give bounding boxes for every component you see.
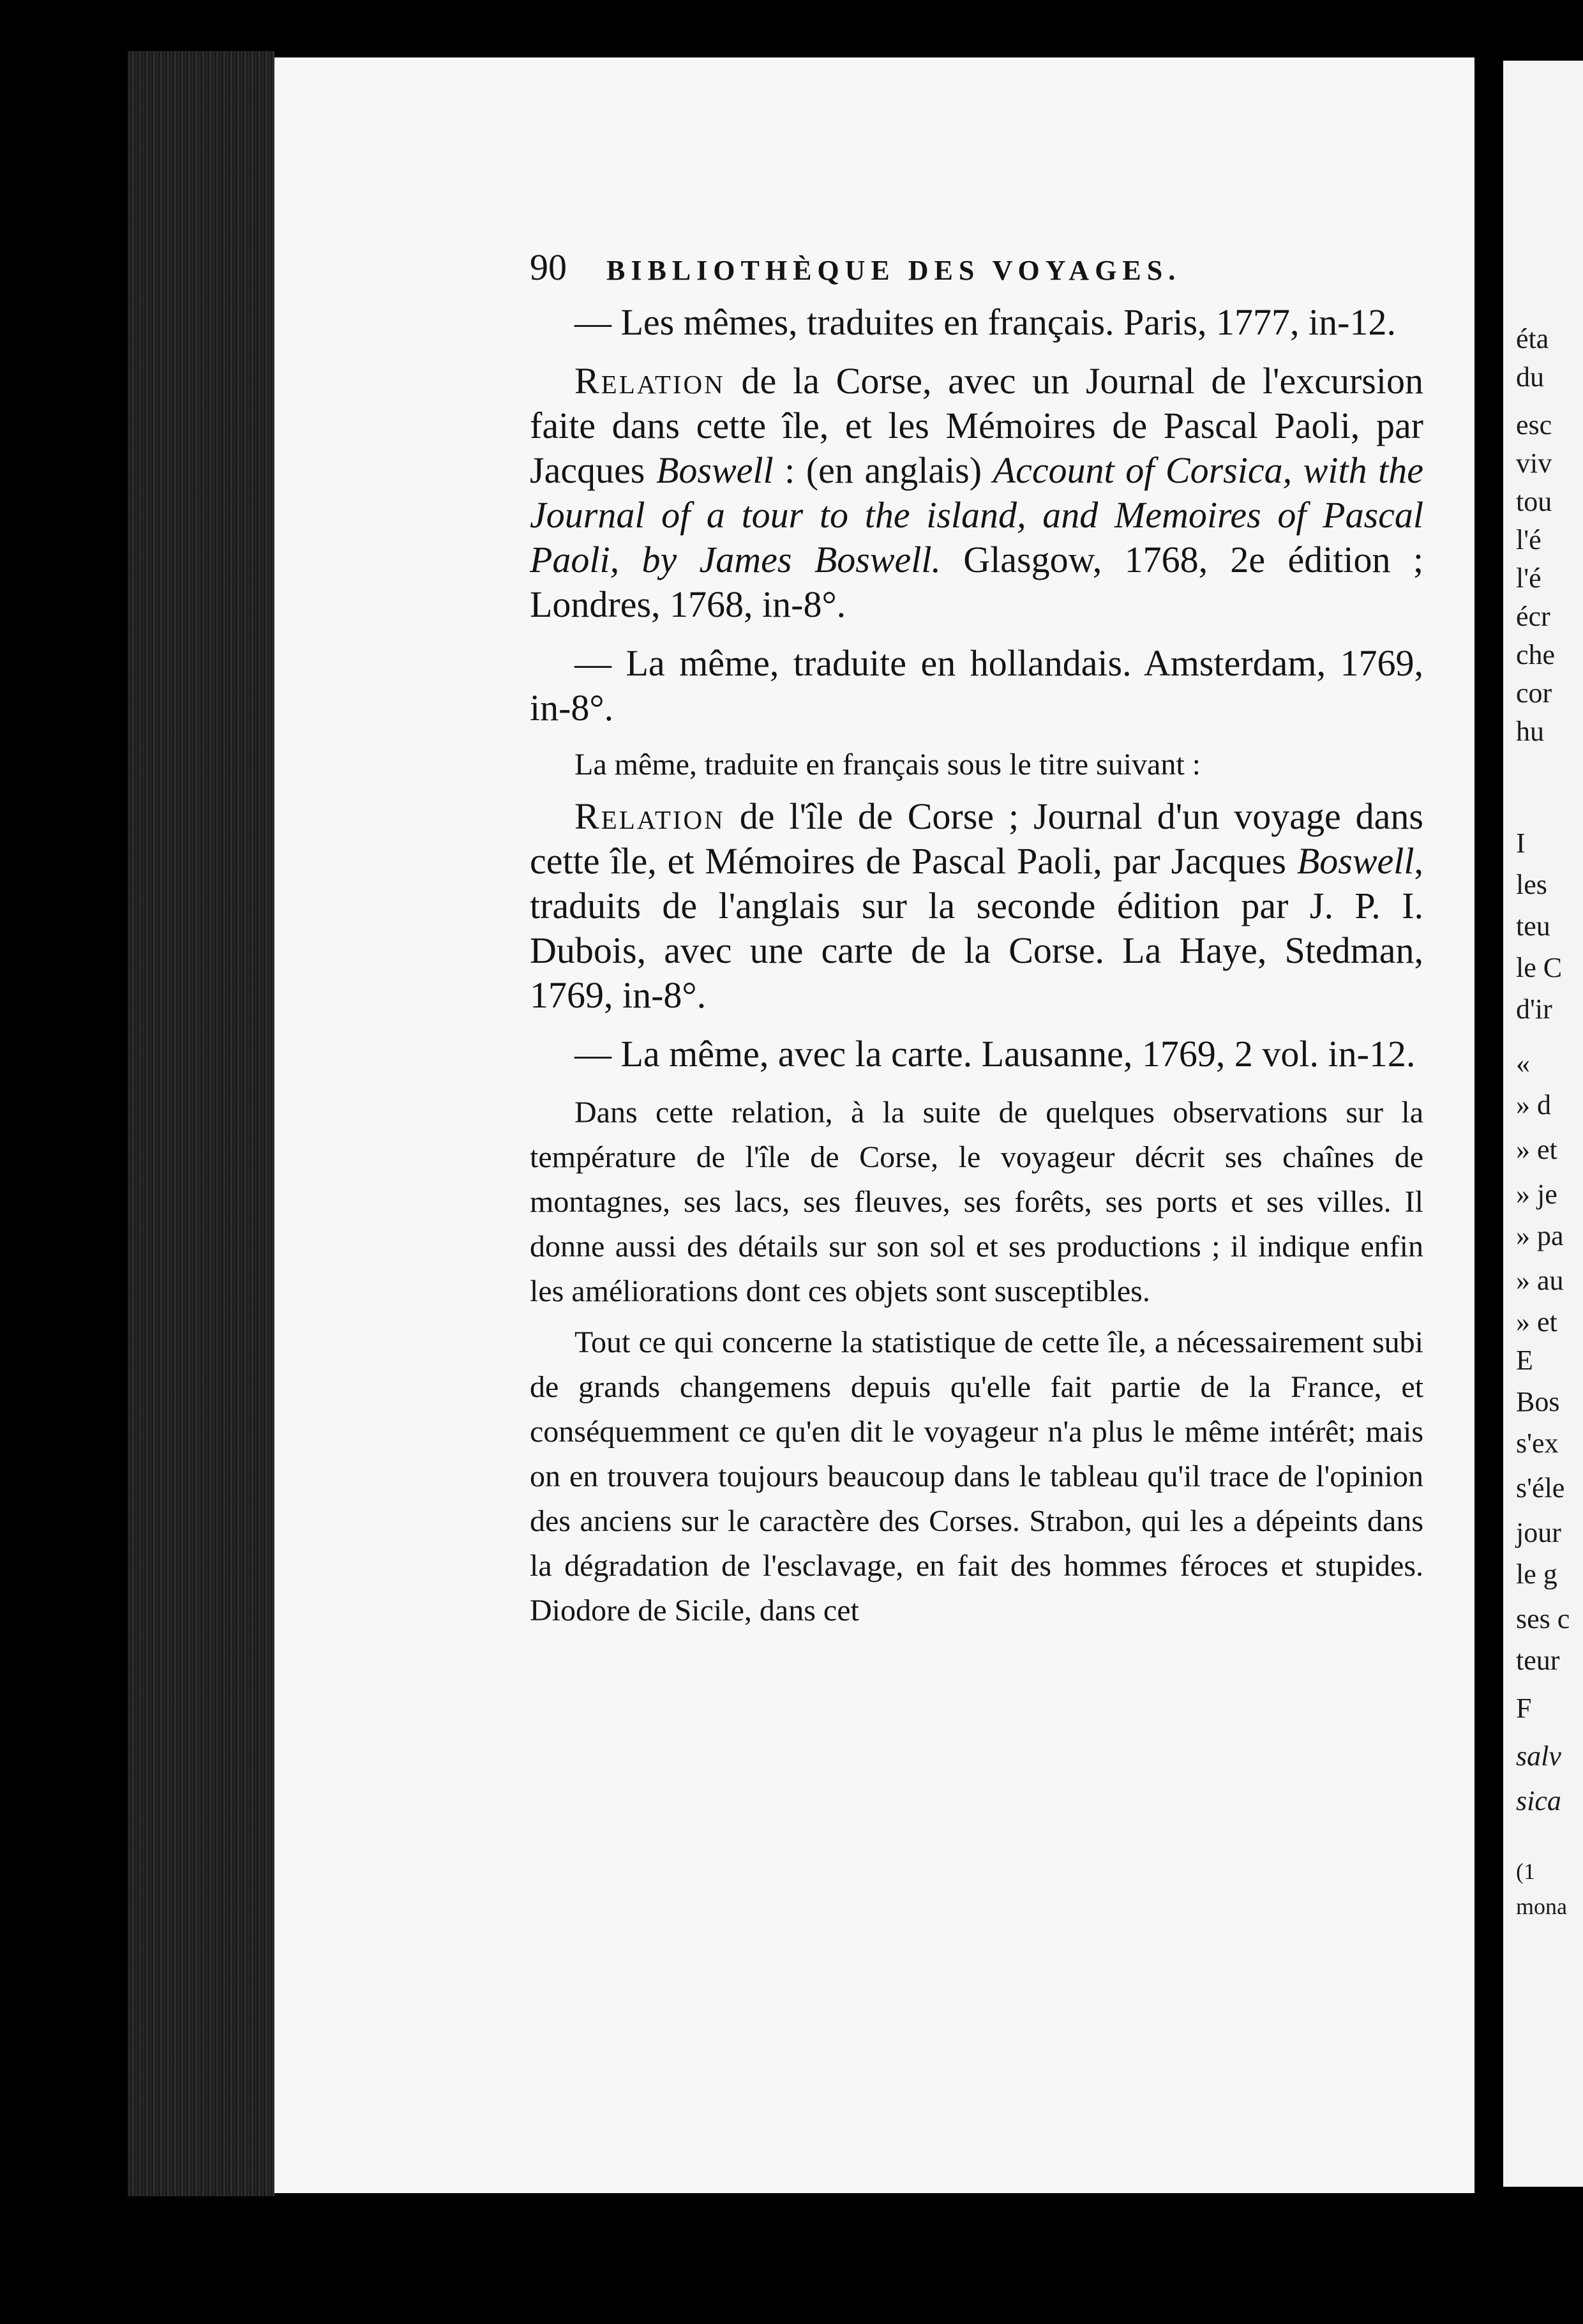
facing-page-strip xyxy=(1503,61,1583,2187)
book-spine-edge xyxy=(128,51,274,2196)
facing-fragment: le g xyxy=(1516,1558,1557,1590)
facing-fragment: ses c xyxy=(1516,1603,1570,1634)
facing-fragment: » au xyxy=(1516,1265,1564,1296)
facing-fragment: écr xyxy=(1516,601,1550,632)
facing-fragment: salv xyxy=(1516,1740,1561,1772)
facing-fragment: le C xyxy=(1516,952,1563,983)
facing-fragment: esc xyxy=(1516,409,1552,441)
facing-fragment: che xyxy=(1516,639,1556,670)
facing-fragment: l'é xyxy=(1516,562,1542,594)
entry-relation-ile: Relation de l'île de Corse ; Journal d'un voyage dans cette île, et Mémoires de Pascal Paoli, par Jacques Boswell, traduits de l'anglais sur la seconde édition par J. P. I. Dubois, avec une carte de la Corse. La Haye, Stedman, 1769, in-8°. xyxy=(530,796,1423,1016)
english-title: Account of Corsica, with the Journal of a tour to the island, and Memoires of Pascal Paoli, by James Boswell. xyxy=(530,449,1423,580)
facing-fragment: cor xyxy=(1516,677,1552,709)
facing-fragment: éta xyxy=(1516,323,1549,354)
author-name: Boswell xyxy=(1296,840,1414,882)
facing-fragment: I xyxy=(1516,827,1526,859)
running-head: BIBLIOTHÈQUE DES VOYAGES. xyxy=(606,255,1182,286)
facing-fragment: teu xyxy=(1516,910,1550,942)
facing-fragment: F xyxy=(1516,1693,1532,1724)
entry-french-note: La même, traduite en français sous le titre suivant : xyxy=(574,748,1201,781)
paragraph-description: Dans cette relation, à la suite de quelques observations sur la température de l'île de Corse, le voyageur décrit ses chaînes de montagnes, ses lacs, ses fleuves, ses forêts, ses ports et ses villes. Il donne aussi des détails sur son sol et ses productions ; il indique enfin les améliorations dont ces objets sont susceptibles. xyxy=(530,1096,1423,1308)
facing-fragment: jour xyxy=(1516,1517,1561,1548)
facing-fragment: les xyxy=(1516,869,1547,900)
facing-fragment: s'éle xyxy=(1516,1472,1565,1504)
facing-fragment: sica xyxy=(1516,1785,1561,1816)
facing-fragment: » pa xyxy=(1516,1220,1564,1251)
page-number: 90 xyxy=(530,246,567,288)
facing-fragment: (1 xyxy=(1516,1859,1535,1884)
facing-fragment: teur xyxy=(1516,1645,1560,1676)
facing-fragment: » d xyxy=(1516,1089,1551,1120)
facing-fragment: » et xyxy=(1516,1134,1557,1165)
facing-fragment: l'é xyxy=(1516,524,1542,555)
facing-fragment: du xyxy=(1516,361,1544,393)
page-text xyxy=(530,246,1423,1640)
facing-fragment: » et xyxy=(1516,1306,1557,1338)
facing-fragment: Bos xyxy=(1516,1386,1560,1417)
facing-fragment: tou xyxy=(1516,486,1552,517)
facing-fragment: » je xyxy=(1516,1179,1557,1210)
facing-fragment: « xyxy=(1516,1048,1530,1079)
facing-fragment: d'ir xyxy=(1516,993,1552,1025)
facing-fragment: viv xyxy=(1516,448,1552,479)
entry-dutch: — La même, traduite en hollandais. Amsterdam, 1769, in-8°. xyxy=(530,642,1423,728)
facing-fragment: s'ex xyxy=(1516,1428,1559,1459)
entry-lead-word: Relation xyxy=(574,360,725,402)
paragraph-statistique: Tout ce qui concerne la statistique de cette île, a nécessairement subi de grands changemens depuis qu'elle fait partie de la France, et conséquemment ce qu'en dit le voyageur n'a plus le même intérêt; mais on en trouvera toujours beaucoup dans le tableau qu'il trace de l'opinion des anciens sur le caractère des Corses. Strabon, qui les a dépeints dans la dégradation de l'esclavage, en fait des hommes féroces et stupides. Diodore de Sicile, dans cet xyxy=(530,1325,1423,1627)
entry-lausanne: — La même, avec la carte. Lausanne, 1769, 2 vol. in-12. xyxy=(574,1033,1416,1075)
page-header xyxy=(530,246,1423,289)
author-name: Boswell xyxy=(656,449,774,491)
facing-fragment: mona xyxy=(1516,1894,1567,1919)
entry-lead-word: Relation xyxy=(574,796,725,837)
facing-fragment: E xyxy=(1516,1345,1533,1376)
entry-english-french: — Les mêmes, traduites en français. Paris, 1777, in-12. xyxy=(574,301,1396,343)
facing-fragment: hu xyxy=(1516,716,1544,747)
entry-relation-corse: Relation de la Corse, avec un Journal de l'excursion faite dans cette île, et les Mémoires de Pascal Paoli, par Jacques Boswell : (en anglais) Account of Corsica, with the Journal of a tour to the island, and Memoires of Pascal Paoli, by James Boswell. Glasgow, 1768, 2e édition ; Londres, 1768, in-8°. xyxy=(530,360,1423,625)
